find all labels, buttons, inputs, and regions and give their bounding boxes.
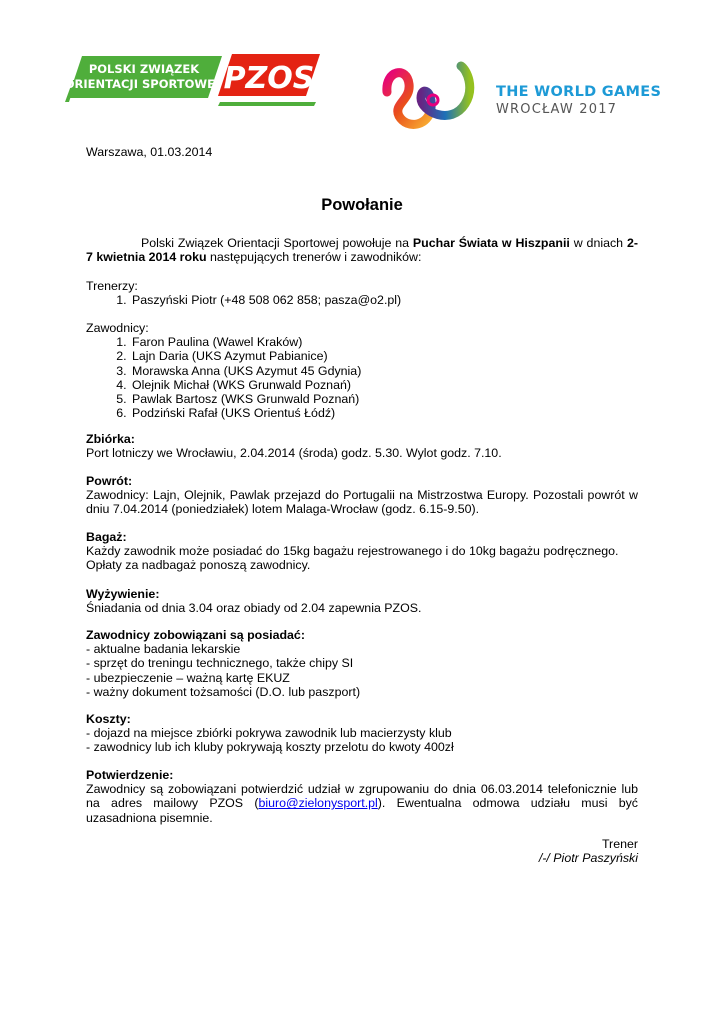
list-item: - ważny dokument tożsamości (D.O. lub paszport): [86, 684, 361, 699]
confirmation-section: [86, 768, 638, 825]
obligations-section: [86, 628, 638, 699]
signature-name: /-/ Piotr Paszyński: [538, 851, 638, 866]
luggage-heading: Bagaż:: [86, 530, 127, 544]
world-games-emblem: [381, 60, 477, 130]
athletes-label: Zawodnicy:: [86, 321, 149, 335]
world-games-title: THE WORLD GAMES: [496, 84, 662, 100]
pzos-logo-line1: POLSKI ZWIĄZEK: [88, 62, 200, 76]
world-games-wordmark: [496, 83, 661, 118]
meals-heading: Wyżywienie:: [86, 587, 160, 601]
luggage-section: [86, 530, 638, 573]
intro-part1: Polski Związek Orientacji Sportowej powołuje na: [141, 236, 413, 250]
signature-role: Trener: [601, 837, 638, 851]
list-item: 2. Lajn Daria (UKS Azymut Pabianice): [130, 349, 638, 363]
luggage-text: Każdy zawodnik może posiadać do 15kg bagażu rejestrowanego i do 10kg bagażu podręcznego. Opłaty za nadbagaż ponoszą zawodnicy.: [86, 544, 619, 573]
document-title: Powołanie: [321, 196, 403, 214]
gathering-section: [86, 432, 638, 460]
athletes-list: [86, 335, 638, 420]
list-item: 1. Faron Paulina (Wawel Kraków): [130, 335, 638, 349]
email-link[interactable]: biuro@zielonysport.pl: [258, 796, 378, 811]
costs-section: [86, 712, 638, 755]
intro-part2: w dniach: [569, 236, 627, 250]
pzos-logo-line2: ORIENTACJI SPORTOWEJ: [64, 77, 220, 91]
costs-heading: Koszty:: [86, 712, 131, 726]
confirmation-text-part1: Zawodnicy są zobowiązani potwierdzić udział w zgrupowaniu do dnia 06.03.2014 telefonicznie lub na adres mailowy PZOS (: [86, 782, 638, 811]
return-heading: Powrót:: [86, 474, 133, 488]
athletes-section: [86, 321, 638, 420]
intro-event: Puchar Świata w Hiszpanii: [412, 236, 570, 250]
list-item: - sprzęt do treningu technicznego, także chipy SI: [86, 656, 354, 671]
confirmation-text: [86, 782, 638, 825]
coaches-list: [86, 293, 638, 307]
intro-part3: następujących trenerów i zawodników:: [206, 250, 422, 265]
signature-block: [539, 837, 638, 866]
list-item: 3. Morawska Anna (UKS Azymut 45 Gdynia): [130, 364, 638, 378]
list-item: 1. Paszyński Piotr (+48 508 062 858; pasza@o2.pl): [130, 293, 638, 307]
coaches-section: [86, 279, 638, 307]
gathering-heading: Zbiórka:: [86, 432, 135, 446]
return-text: Zawodnicy: Lajn, Olejnik, Pawlak przejazd do Portugalii na Mistrzostwa Europy. Pozostali powrót w dniu 7.04.2014 (poniedziałek) lotem Malaga-Wrocław (godz. 6.15-9.50).: [86, 488, 638, 517]
return-section: [86, 474, 638, 517]
list-item: - dojazd na miejsce zbiórki pokrywa zawodnik lub macierzysty klub: [86, 726, 452, 741]
pzos-logo-acronym: PZOS: [223, 61, 315, 96]
confirmation-heading: Potwierdzenie:: [86, 768, 174, 782]
list-item: 5. Pawlak Bartosz (WKS Grunwald Poznań): [130, 392, 638, 406]
world-games-subtitle: WROCŁAW 2017: [496, 102, 618, 117]
list-item: 4. Olejnik Michał (WKS Grunwald Poznań): [130, 378, 638, 392]
coaches-label: Trenerzy:: [86, 279, 138, 293]
intro-dates: 2-7 kwietnia 2014 roku: [86, 236, 638, 265]
intro-paragraph: [86, 236, 638, 264]
meals-text: Śniadania od dnia 3.04 oraz obiady od 2.04 zapewnia PZOS.: [86, 601, 422, 616]
list-item: - aktualne badania lekarskie: [86, 642, 241, 657]
confirmation-text-part2: ). Ewentualna odmowa udziału musi być uzasadniona pisemnie.: [86, 796, 638, 825]
list-item: - zawodnicy lub ich kluby pokrywają koszty przelotu do kwoty 400zł: [86, 740, 454, 755]
obligations-heading: Zawodnicy zobowiązani są posiadać:: [86, 628, 305, 642]
list-item: 6. Podziński Rafał (UKS Orientuś Łódź): [130, 406, 638, 420]
list-item: - ubezpieczenie – ważną kartę EKUZ: [86, 670, 290, 685]
meals-section: [86, 587, 638, 615]
pzos-logo: [62, 50, 324, 106]
gathering-text: Port lotniczy we Wrocławiu, 2.04.2014 (środa) godz. 5.30. Wylot godz. 7.10.: [86, 446, 502, 461]
date-line: Warszawa, 01.03.2014: [86, 145, 213, 159]
